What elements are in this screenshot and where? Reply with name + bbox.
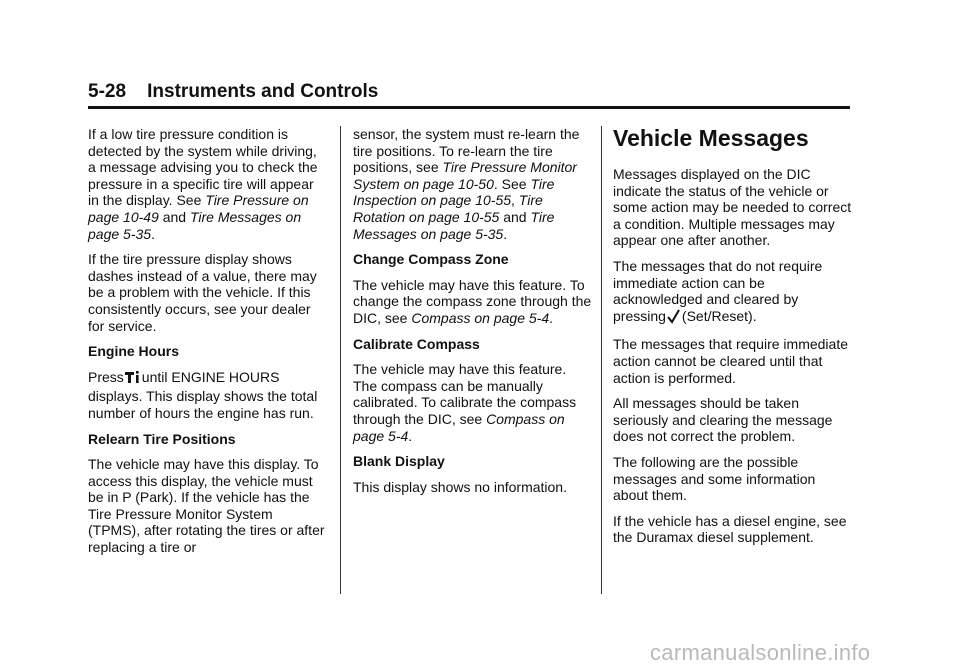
relearn-continued-paragraph: sensor, the system must re-learn the tire positions. To re-learn the tire positions, see Tire Pressure Monitor System on page 10-50. See Tire Inspection on page 10-55, Tire Rotation on page 10-55 and Tire Messages on page 5-35. (353, 126, 580, 242)
tire-pressure-link[interactable]: Tire Pressure on page 10-49 (88, 192, 309, 225)
no-action-paragraph: The messages that do not require immediate action can be acknowledged and cleared by pressing (Set/Reset). (613, 258, 853, 327)
compass-zone-heading: Change Compass Zone (353, 251, 509, 268)
checkmark-icon (667, 309, 680, 328)
watermark: carmanualsonline.info (650, 640, 871, 665)
tpms-link[interactable]: Tire Pressure Monitor System on page 10-50 (353, 159, 577, 192)
blank-display-paragraph: This display shows no information. (353, 478, 567, 495)
diesel-paragraph: If the vehicle has a diesel engine, see the Duramax diesel supplement. (613, 512, 847, 546)
column-3 (613, 126, 853, 555)
engine-hours-heading: Engine Hours (88, 343, 180, 360)
column-divider-1 (340, 126, 341, 594)
column-1 (88, 126, 326, 565)
trip-info-icon (125, 370, 140, 389)
page-header (88, 80, 850, 109)
tire-rotation-link[interactable]: Tire Rotation on page 10-55 (353, 192, 543, 225)
compass-link-2[interactable]: Compass on page 5-4 (353, 410, 565, 444)
column-2 (353, 126, 593, 504)
calibrate-compass-heading: Calibrate Compass (353, 335, 480, 352)
page-number: 5-28 (88, 81, 127, 102)
possible-messages-paragraph: The following are the possible messages and some information about them. (613, 453, 816, 504)
calibrate-compass-paragraph: The vehicle may have this feature. The compass can be manually calibrated. To calibrate the compass through the DIC, see Compass on page 5-4. (353, 361, 577, 444)
dashes-paragraph: If the tire pressure display shows dashes instead of a value, there may be a problem with the vehicle. If this consistently occurs, see your dealer for service. (88, 251, 317, 334)
messages-intro-paragraph: Messages displayed on the DIC indicate the status of the vehicle or some action may be needed to correct a condition. Multiple messages may appear one after another. (613, 166, 852, 249)
tire-messages-link[interactable]: Tire Messages on page 5-35 (88, 208, 302, 242)
blank-display-heading: Blank Display (353, 453, 445, 470)
compass-link[interactable]: Compass on page 5-4 (411, 309, 550, 326)
section-title: Instruments and Controls (147, 81, 379, 102)
action-required-paragraph: The messages that require immediate action cannot be cleared until that action is performed. (613, 336, 848, 386)
relearn-paragraph: The vehicle may have this display. To access this display, the vehicle must be in P (Park). If the vehicle has the Tire Pressure Monitor System (TPMS), after rotating the tires or after replacing a tire or (88, 456, 325, 556)
tire-inspection-link[interactable]: Tire Inspection on page 10-55 (353, 175, 555, 209)
vehicle-messages-title: Vehicle Messages (613, 125, 809, 151)
relearn-heading: Relearn Tire Positions (88, 430, 236, 447)
low-tire-paragraph: If a low tire pressure condition is detected by the system while driving, a message advising you to check the pressure in a specific tire will appear in the display. See Tire Pressure on page 10-49 and Tire Messages on page 5-35. (88, 126, 318, 242)
seriously-paragraph: All messages should be taken seriously and clearing the message does not correct the problem. (613, 395, 833, 445)
engine-hours-paragraph: Press until ENGINE HOURS displays. This display shows the total number of hours the engine has run. (88, 368, 318, 421)
tire-messages-link-2[interactable]: Tire Messages on page 5-35 (353, 208, 555, 242)
column-divider-2 (601, 126, 602, 594)
compass-zone-paragraph: The vehicle may have this feature. To change the compass zone through the DIC, see Compass on page 5-4. (353, 276, 592, 326)
